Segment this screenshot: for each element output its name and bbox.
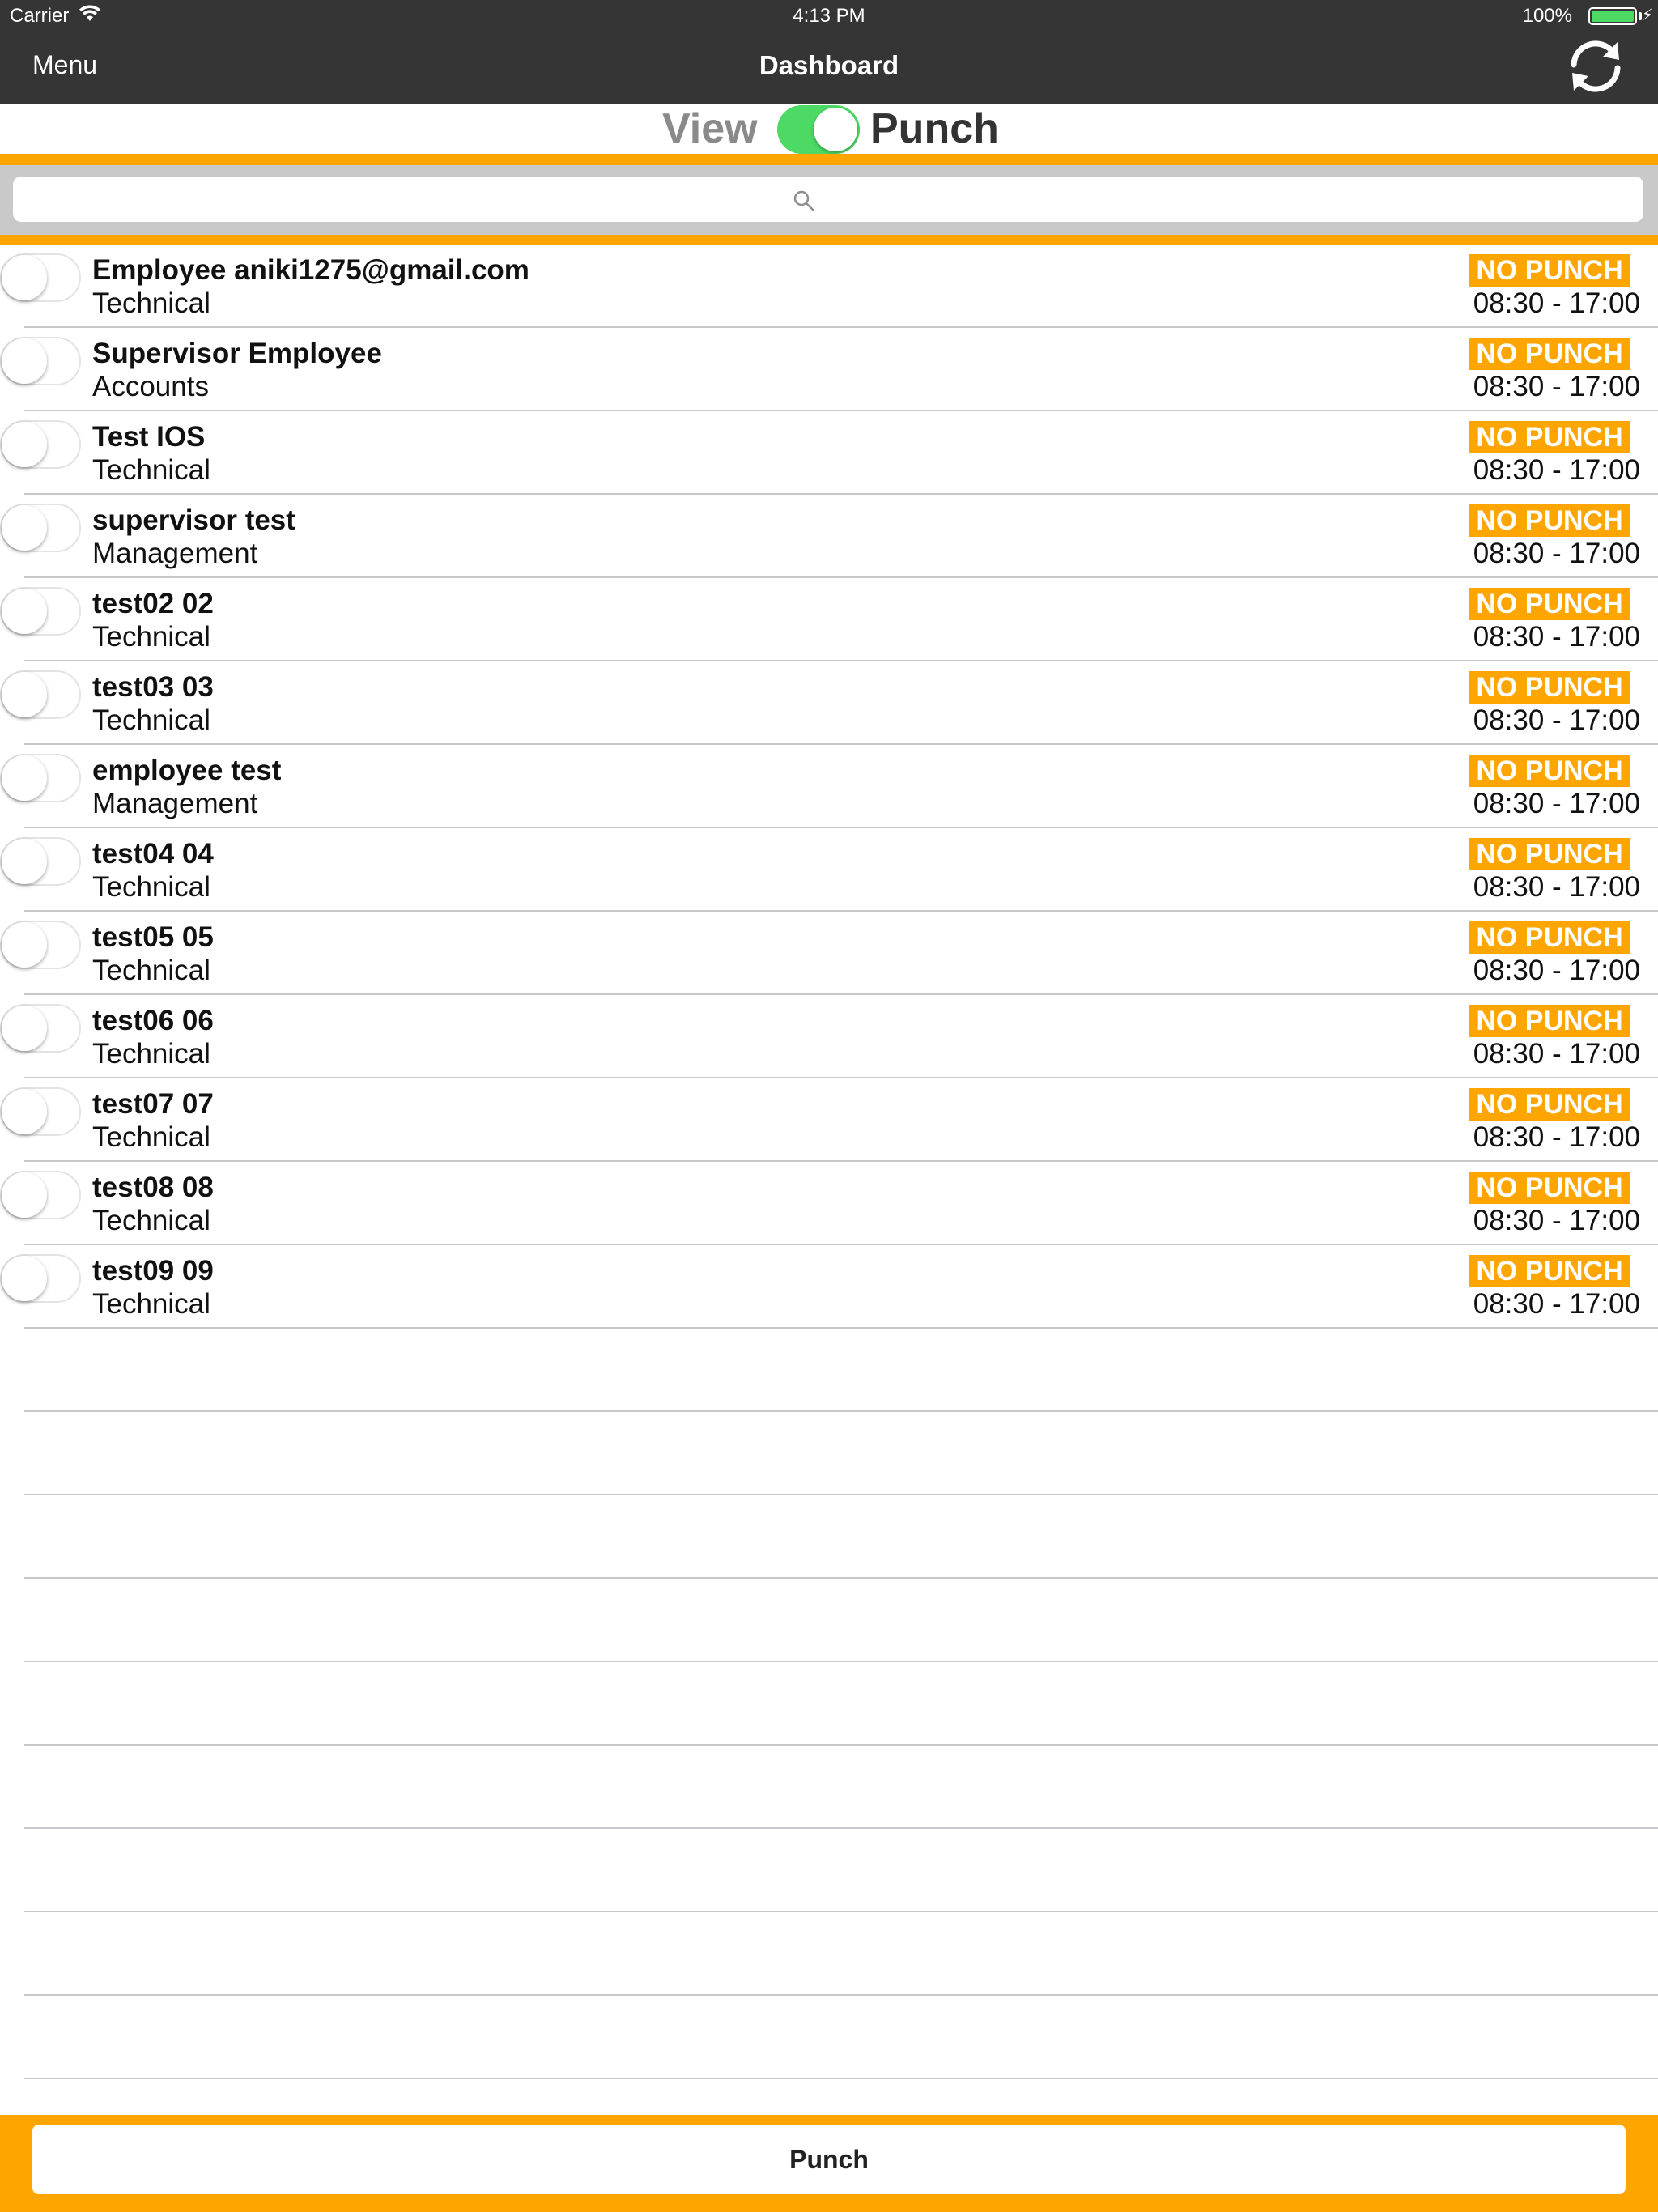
punch-status-badge: NO PUNCH	[1469, 1005, 1630, 1037]
employee-select-toggle[interactable]	[0, 837, 81, 886]
row-separator	[24, 2078, 1658, 2079]
employee-select-toggle[interactable]	[0, 420, 81, 469]
shift-hours: 08:30 - 17:00	[1473, 621, 1640, 653]
punch-status-badge: NO PUNCH	[1469, 1255, 1630, 1287]
punch-mode-label: Punch	[870, 105, 999, 152]
employee-department: Technical	[92, 955, 210, 986]
employee-row[interactable]	[0, 1162, 1658, 1245]
employee-name: test07 07	[92, 1088, 214, 1120]
view-mode-label: View	[662, 105, 758, 152]
refresh-icon[interactable]	[1564, 37, 1627, 96]
menu-button[interactable]: Menu	[32, 50, 98, 79]
toggle-knob	[2, 1172, 47, 1218]
toggle-knob	[2, 672, 47, 717]
shift-hours: 08:30 - 17:00	[1473, 454, 1640, 486]
punch-status-badge: NO PUNCH	[1469, 338, 1630, 370]
employee-department: Technical	[92, 871, 210, 903]
toggle-knob	[2, 1089, 47, 1134]
accent-divider	[0, 154, 1658, 165]
shift-hours: 08:30 - 17:00	[1473, 371, 1640, 402]
employee-select-toggle[interactable]	[0, 253, 81, 302]
employee-row[interactable]	[0, 1078, 1658, 1162]
empty-row	[0, 1495, 1658, 1579]
toggle-knob	[2, 839, 47, 884]
employee-department: Management	[92, 788, 258, 819]
employee-row[interactable]	[0, 328, 1658, 411]
shift-hours: 08:30 - 17:00	[1473, 1038, 1640, 1070]
toggle-knob	[2, 589, 47, 634]
employee-row[interactable]	[0, 411, 1658, 495]
punch-status-badge: NO PUNCH	[1469, 421, 1630, 453]
punch-status-badge: NO PUNCH	[1469, 254, 1630, 287]
employee-department: Technical	[92, 1288, 210, 1320]
toggle-knob	[2, 255, 47, 300]
punch-status-badge: NO PUNCH	[1469, 504, 1630, 537]
employee-name: Employee aniki1275@gmail.com	[92, 254, 529, 286]
employee-name: test08 08	[92, 1172, 214, 1203]
employee-row[interactable]	[0, 495, 1658, 578]
empty-row	[0, 1579, 1658, 1662]
shift-hours: 08:30 - 17:00	[1473, 788, 1640, 819]
employee-select-toggle[interactable]	[0, 587, 81, 636]
toggle-knob	[2, 1256, 47, 1301]
search-icon	[793, 189, 815, 212]
employee-list	[0, 245, 1658, 1329]
page-title: Dashboard	[759, 50, 899, 80]
toggle-knob	[2, 338, 47, 384]
employee-name: test09 09	[92, 1255, 214, 1287]
shift-hours: 08:30 - 17:00	[1473, 871, 1640, 903]
shift-hours: 08:30 - 17:00	[1473, 1288, 1640, 1320]
bottom-bar	[0, 2115, 1658, 2212]
employee-select-toggle[interactable]	[0, 754, 81, 802]
employee-name: test03 03	[92, 671, 214, 703]
shift-hours: 08:30 - 17:00	[1473, 1121, 1640, 1153]
toggle-knob	[2, 422, 47, 467]
employee-department: Technical	[92, 1038, 210, 1070]
view-punch-toggle[interactable]	[777, 105, 860, 154]
empty-row	[0, 1912, 1658, 1996]
employee-name: Test IOS	[92, 421, 206, 453]
toggle-knob	[2, 505, 47, 551]
toggle-knob	[2, 922, 47, 968]
employee-department: Technical	[92, 1121, 210, 1153]
punch-status-badge: NO PUNCH	[1469, 755, 1630, 787]
shift-hours: 08:30 - 17:00	[1473, 704, 1640, 736]
employee-department: Accounts	[92, 371, 209, 402]
charging-icon: ⚡	[1641, 6, 1653, 24]
employee-select-toggle[interactable]	[0, 504, 81, 552]
punch-status-badge: NO PUNCH	[1469, 671, 1630, 704]
toggle-knob	[2, 755, 47, 801]
employee-row[interactable]	[0, 995, 1658, 1078]
employee-select-toggle[interactable]	[0, 921, 81, 969]
punch-status-badge: NO PUNCH	[1469, 838, 1630, 870]
employee-row[interactable]	[0, 828, 1658, 912]
employee-name: test06 06	[92, 1005, 214, 1036]
employee-row[interactable]	[0, 912, 1658, 995]
top-bar	[0, 0, 1658, 104]
empty-row	[0, 1329, 1658, 1412]
employee-row[interactable]	[0, 1245, 1658, 1329]
employee-row[interactable]	[0, 245, 1658, 328]
employee-row[interactable]	[0, 661, 1658, 745]
employee-select-toggle[interactable]	[0, 1171, 81, 1219]
battery-icon	[1588, 7, 1637, 25]
shift-hours: 08:30 - 17:00	[1473, 955, 1640, 986]
punch-status-badge: NO PUNCH	[1469, 921, 1630, 954]
employee-name: Supervisor Employee	[92, 338, 382, 369]
employee-department: Technical	[92, 287, 210, 319]
search-input[interactable]	[13, 177, 1643, 222]
empty-row	[0, 1662, 1658, 1746]
toggle-knob	[2, 1006, 47, 1051]
accent-divider	[0, 235, 1658, 245]
carrier-label: Carrier	[10, 5, 70, 27]
employee-department: Technical	[92, 454, 210, 486]
employee-name: test04 04	[92, 838, 214, 870]
employee-name: test05 05	[92, 921, 214, 953]
employee-select-toggle[interactable]	[0, 1004, 81, 1053]
employee-name: employee test	[92, 755, 282, 786]
employee-select-toggle[interactable]	[0, 337, 81, 385]
employee-row[interactable]	[0, 578, 1658, 661]
employee-row[interactable]	[0, 745, 1658, 828]
search-bar	[0, 165, 1658, 235]
empty-list-area	[0, 1329, 1658, 2079]
punch-status-badge: NO PUNCH	[1469, 1172, 1630, 1204]
status-bar	[0, 0, 1658, 32]
battery-percent: 100%	[1522, 5, 1572, 27]
employee-department: Management	[92, 538, 258, 569]
employee-department: Technical	[92, 1205, 210, 1236]
status-time: 4:13 PM	[793, 5, 865, 27]
punch-status-badge: NO PUNCH	[1469, 1088, 1630, 1121]
employee-select-toggle[interactable]	[0, 670, 81, 719]
empty-row	[0, 1996, 1658, 2079]
employee-select-toggle[interactable]	[0, 1087, 81, 1136]
employee-name: test02 02	[92, 588, 214, 619]
punch-button[interactable]: Punch	[32, 2125, 1626, 2194]
employee-department: Technical	[92, 704, 210, 736]
shift-hours: 08:30 - 17:00	[1473, 538, 1640, 569]
employee-department: Technical	[92, 621, 210, 653]
employee-name: supervisor test	[92, 504, 295, 536]
empty-row	[0, 1829, 1658, 1912]
toggle-knob	[814, 108, 857, 151]
shift-hours: 08:30 - 17:00	[1473, 287, 1640, 319]
empty-row	[0, 1746, 1658, 1829]
punch-status-badge: NO PUNCH	[1469, 588, 1630, 620]
mode-switch-row	[0, 104, 1658, 154]
empty-row	[0, 1412, 1658, 1495]
employee-select-toggle[interactable]	[0, 1254, 81, 1303]
shift-hours: 08:30 - 17:00	[1473, 1205, 1640, 1236]
